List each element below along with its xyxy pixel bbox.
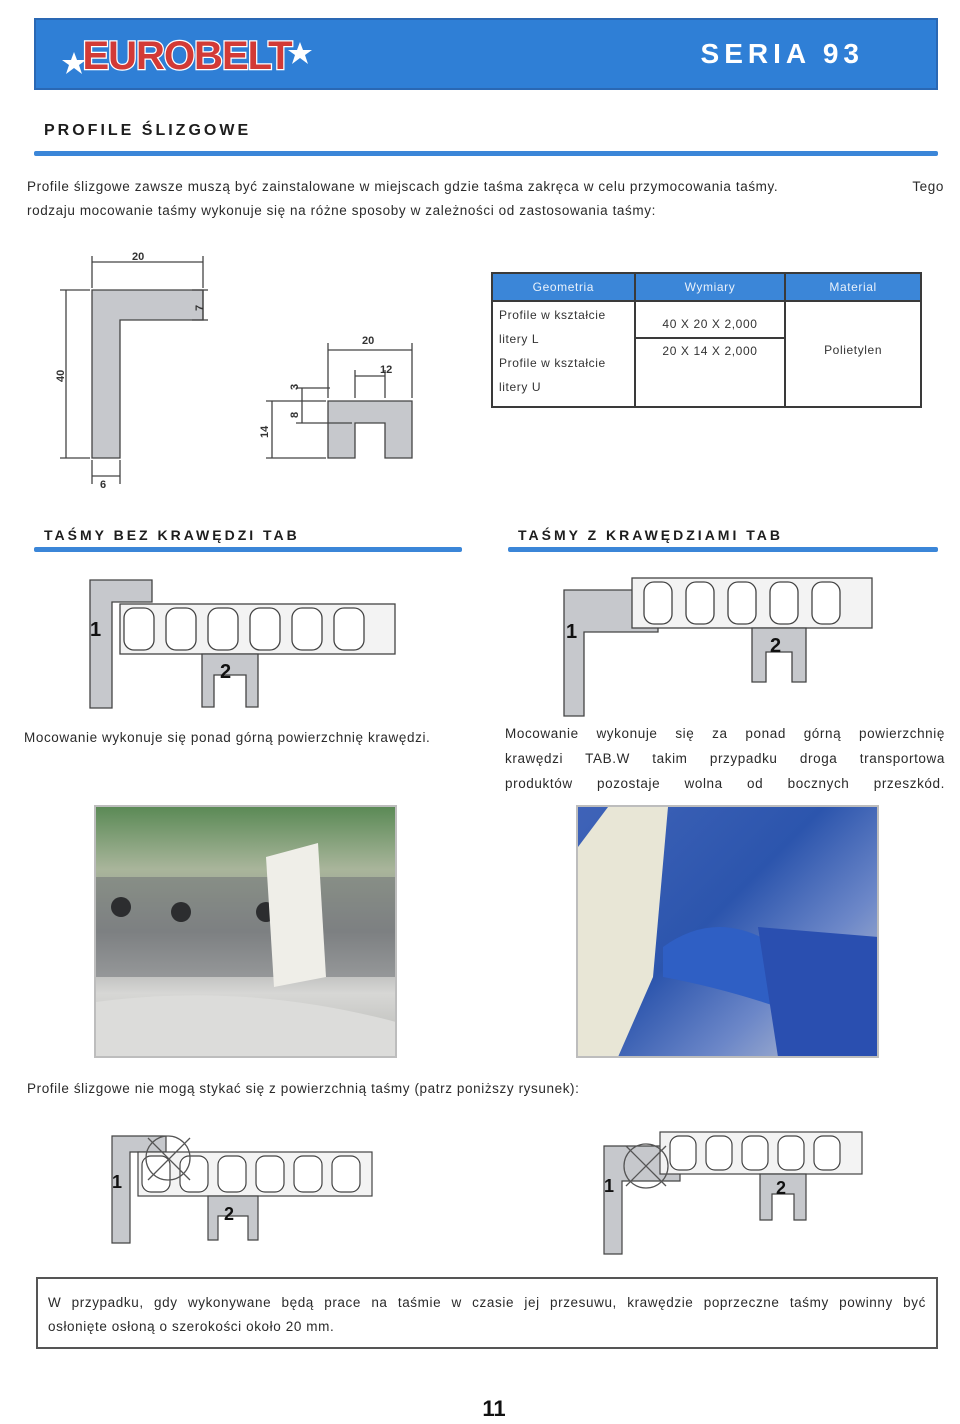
label-2: 2 bbox=[770, 635, 782, 657]
table-cell-dimensions bbox=[635, 301, 785, 407]
page-number: 11 bbox=[482, 1396, 506, 1421]
spec-table bbox=[491, 272, 922, 408]
table-header-material: Material bbox=[785, 273, 921, 301]
dim-u-wall: 3 bbox=[289, 383, 301, 390]
dim-u-inner: 12 bbox=[380, 364, 393, 376]
diagram-no-contact-no-tab bbox=[108, 1128, 378, 1248]
safety-note-box bbox=[36, 1277, 938, 1349]
diagram-no-tab bbox=[80, 572, 410, 714]
diagram-no-contact-with-tab bbox=[600, 1126, 870, 1256]
series-title: SERIA 93 bbox=[700, 38, 864, 69]
dim-l-thick-top: 7 bbox=[194, 304, 206, 311]
geo-l-line2: litery L bbox=[499, 332, 540, 346]
diagram-with-tab bbox=[560, 572, 880, 718]
logo-star-right bbox=[288, 42, 312, 64]
title-with-tab: TAŚMY Z KRAWĘDZIAMI TAB bbox=[518, 527, 783, 543]
dim-u-depth: 8 bbox=[289, 411, 301, 418]
dim-u-height: 14 bbox=[259, 425, 271, 438]
label-2: 2 bbox=[776, 1178, 787, 1198]
geo-u-line1: Profile w kształcie bbox=[499, 356, 606, 370]
caption-with-tab-line2: krawędzi TAB.W takim przypadku droga transportowa bbox=[505, 751, 945, 766]
table-cell-material: Polietylen bbox=[785, 301, 921, 407]
profile-dimensions-drawing bbox=[40, 248, 425, 493]
rule-with-tab bbox=[508, 547, 938, 552]
caption-with-tab-line1: Mocowanie wykonuje się za ponad górną powierzchnię bbox=[505, 726, 945, 741]
caption-with-tab bbox=[505, 721, 945, 796]
safety-note-line1: W przypadku, gdy wykonywane będą prace na taśmie w czasie jej przesuwu, krawędzie poprzeczne taśmy powinny być bbox=[48, 1295, 926, 1310]
geo-u-line2: litery U bbox=[499, 380, 542, 394]
dim-l-height: 40 bbox=[55, 369, 67, 382]
intro-paragraph bbox=[27, 175, 944, 223]
photo-illustration bbox=[96, 807, 396, 1057]
table-header-dimensions: Wymiary bbox=[635, 273, 785, 301]
label-1: 1 bbox=[90, 619, 102, 641]
label-1: 1 bbox=[604, 1176, 615, 1196]
title-no-tab: TAŚMY BEZ KRAWĘDZI TAB bbox=[44, 527, 300, 543]
section-title-profiles: PROFILE ŚLIZGOWE bbox=[44, 122, 252, 139]
intro-line1-end: Tego bbox=[912, 179, 944, 194]
section-rule bbox=[34, 151, 938, 156]
u-profile-shape bbox=[328, 401, 412, 458]
logo-text: EUROBELT bbox=[82, 34, 292, 78]
rule-no-tab bbox=[34, 547, 462, 552]
dim-u-width: 20 bbox=[362, 335, 375, 347]
photo-illustration bbox=[578, 807, 878, 1057]
intro-line1: Profile ślizgowe zawsze muszą być zainstalowane w miejscach gdzie taśma zakręca w celu przymocowania taśmy. bbox=[27, 179, 779, 194]
dim-l-thick-side: 6 bbox=[100, 479, 107, 491]
dim-row-l: 40 X 20 X 2,000 bbox=[636, 302, 784, 339]
geo-l-line1: Profile w kształcie bbox=[499, 308, 606, 322]
photo-profile-no-tab bbox=[94, 805, 397, 1058]
dim-l-width: 20 bbox=[132, 251, 145, 263]
no-contact-text: Profile ślizgowe nie mogą stykać się z powierzchnią taśmy (patrz poniższy rysunek): bbox=[27, 1081, 580, 1096]
intro-line2: rodzaju mocowanie taśmy wykonuje się na różne sposoby w zależności od zastosowania taśmy: bbox=[27, 203, 656, 218]
safety-note-line2: osłonięte osłoną o szerokości około 20 mm. bbox=[48, 1319, 335, 1334]
caption-no-tab: Mocowanie wykonuje się ponad górną powierzchnię krawędzi. bbox=[24, 730, 431, 745]
photo-profile-with-tab bbox=[576, 805, 879, 1058]
l-profile-shape bbox=[92, 290, 203, 458]
label-1: 1 bbox=[566, 621, 578, 643]
eurobelt-logo bbox=[62, 30, 312, 80]
table-header-geometry: Geometria bbox=[492, 273, 635, 301]
label-2: 2 bbox=[220, 661, 232, 683]
table-cell-geometry bbox=[492, 301, 635, 407]
belt-links bbox=[670, 1136, 840, 1170]
dim-row-u: 20 X 14 X 2,000 bbox=[662, 344, 758, 358]
caption-with-tab-line3: produktów pozostaje wolna od bocznych przeszkód. bbox=[505, 776, 945, 791]
label-2: 2 bbox=[224, 1204, 235, 1224]
label-1: 1 bbox=[112, 1172, 123, 1192]
